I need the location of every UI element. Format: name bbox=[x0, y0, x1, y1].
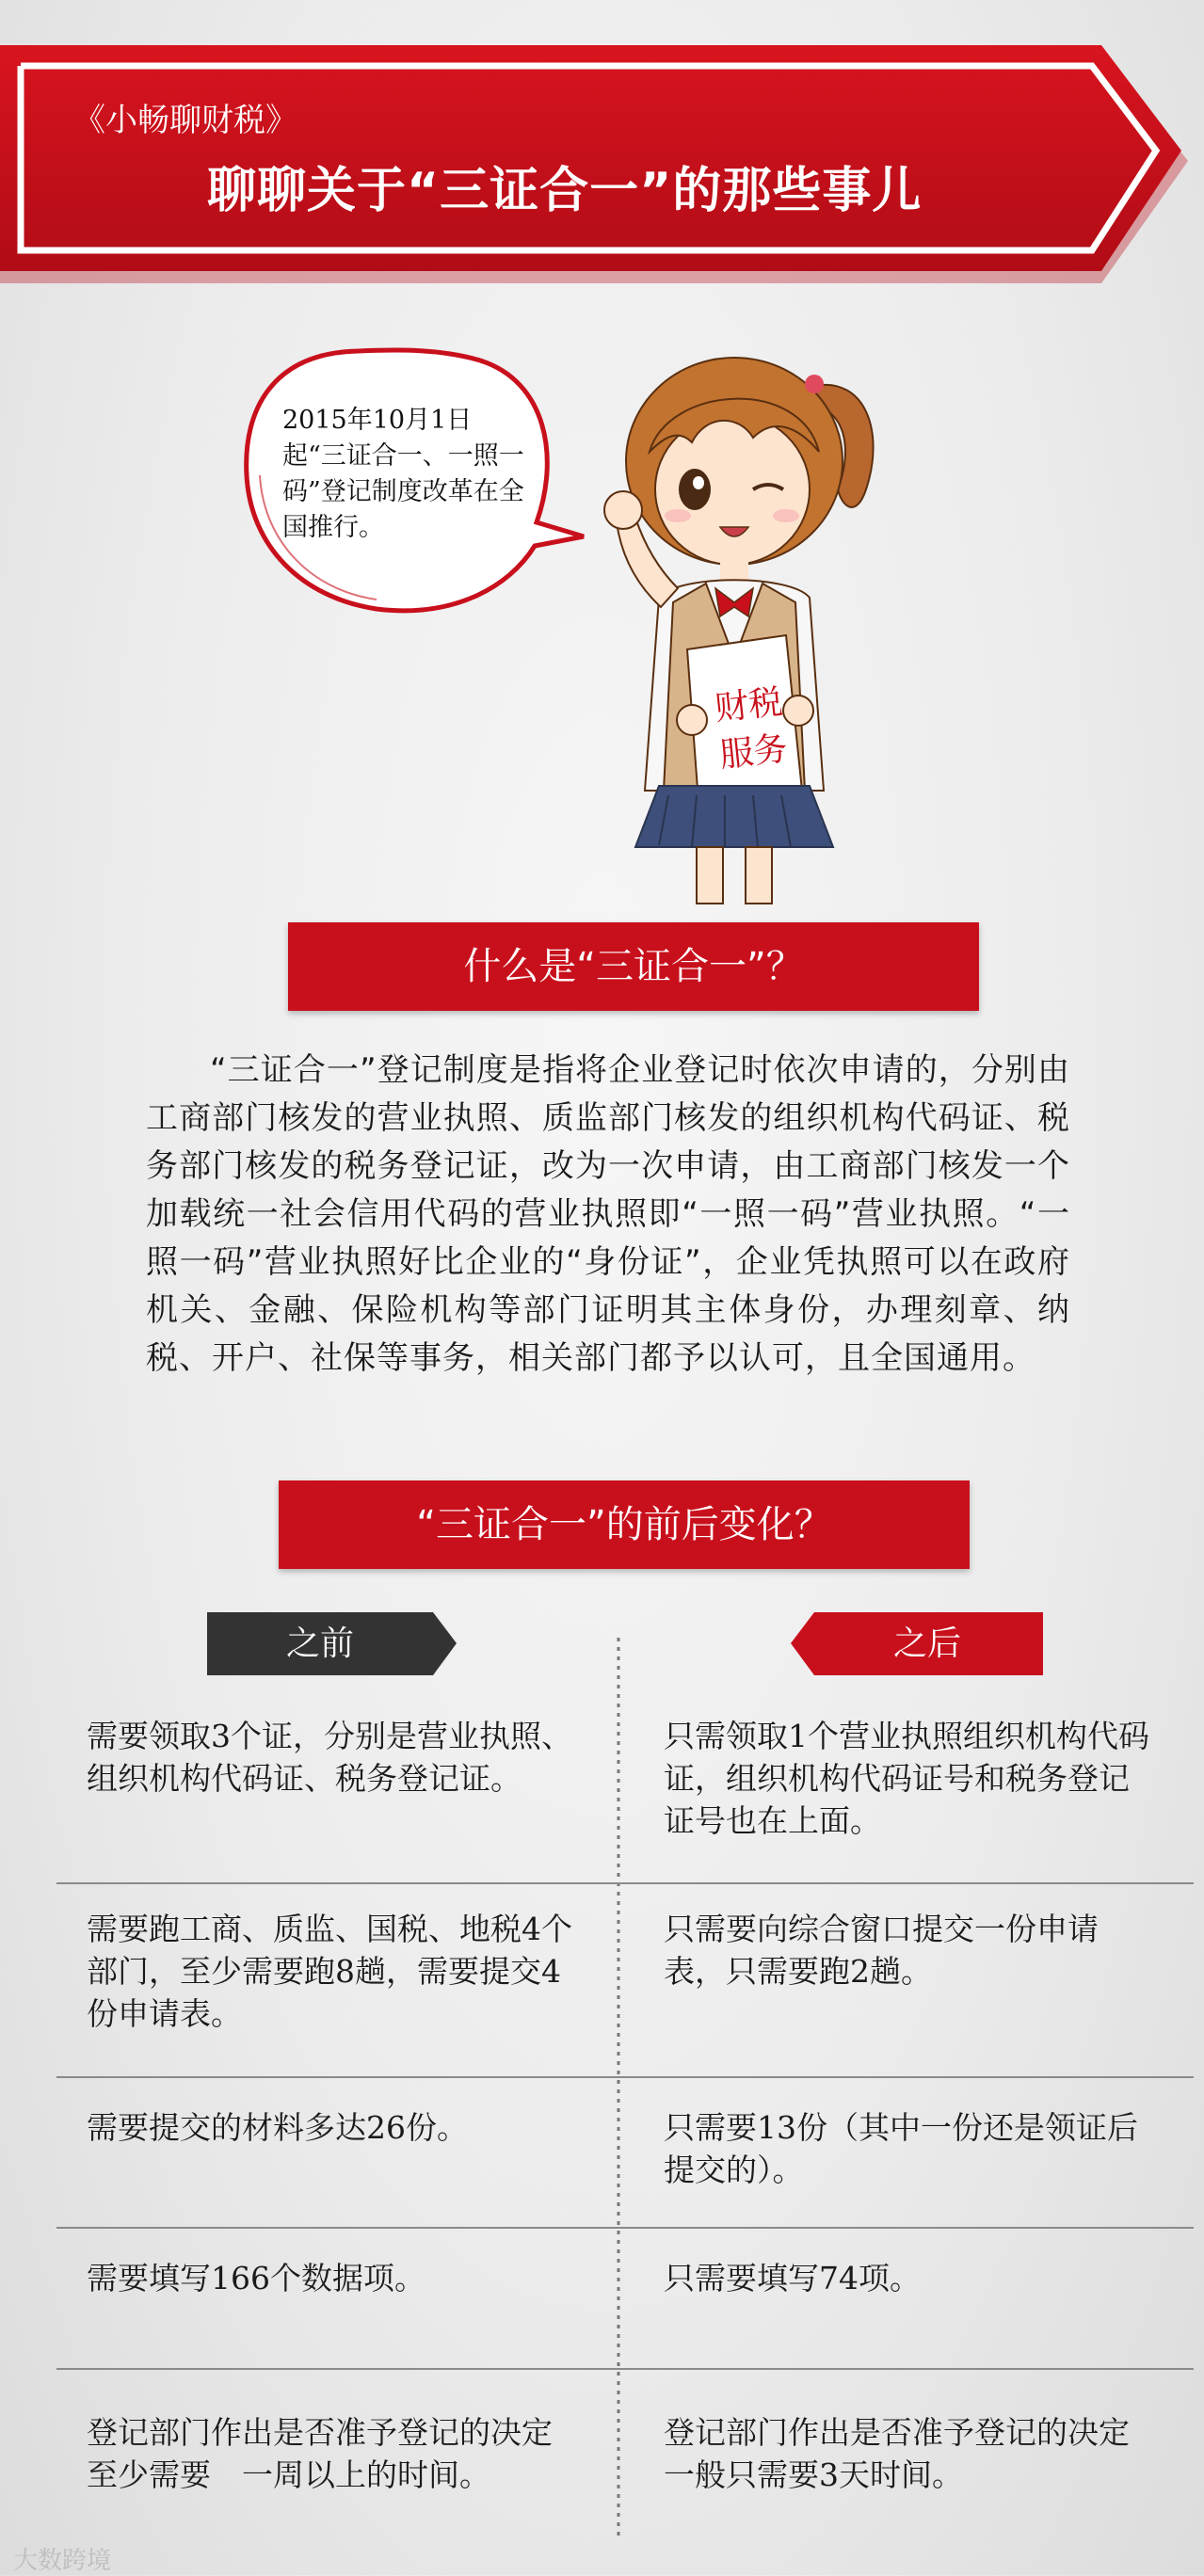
row-4-before: 需要填写166个数据项。 bbox=[87, 2260, 425, 2296]
column-divider bbox=[617, 1638, 620, 2536]
row-divider bbox=[56, 2076, 1194, 2078]
row-3-after: 只需要13份（其中一份还是领证后提交的）。 bbox=[664, 2109, 1138, 2188]
watermark: 大数跨境 bbox=[13, 2547, 112, 2575]
after-label: 之后 bbox=[892, 1624, 961, 1663]
sign-text: 财税服务 bbox=[713, 682, 790, 776]
row-divider bbox=[56, 1882, 1194, 1884]
bubble-text: 2015年10月1日起“三证合一、一照一码”登记制度改革在全国推行。 bbox=[282, 406, 524, 542]
series-title: 《小畅聊财税》 bbox=[73, 102, 297, 139]
row-2-after: 只需要向综合窗口提交一份申请表，只需要跑2趟。 bbox=[664, 1911, 1099, 1990]
section-title-changes: “三证合一”的前后变化？ bbox=[279, 1480, 970, 1569]
row-4-after: 只需要填写74项。 bbox=[664, 2260, 921, 2296]
cartoon-girl-illustration bbox=[584, 348, 894, 913]
row-divider bbox=[56, 2227, 1194, 2229]
row-1-before: 需要领取3个证，分别是营业执照、组织机构代码证、税务登记证。 bbox=[87, 1718, 572, 1797]
row-2-before: 需要跑工商、质监、国税、地税4个部门，至少需要跑8趟，需要提交4份申请表。 bbox=[87, 1911, 572, 2032]
description-paragraph: “三证合一”登记制度是指将企业登记时依次申请的，分别由工商部门核发的营业执照、质监部门核发的组织机构代码证、税务部门核发的税务登记证，改为一次申请，由工商部门核发一个加载统一社会信用代码的营业执照即“一照一码”营业执照。“一照一码”营业执照好比企业的“身份证”，企业凭执照可以在政府机关、金融、保险机构等部门证明其主体身份，办理刻章、纳税、开户、社保等事务，相关部门都予以认可，且全国通用。 bbox=[146, 1051, 1070, 1377]
before-label: 之前 bbox=[285, 1624, 354, 1663]
row-divider bbox=[56, 2368, 1194, 2370]
row-3-before: 需要提交的材料多达26份。 bbox=[87, 2109, 468, 2146]
page-title: 聊聊关于“三证合一”的那些事儿 bbox=[207, 163, 923, 219]
row-1-after: 只需领取1个营业执照组织机构代码证，组织机构代码证号和税务登记证号也在上面。 bbox=[664, 1718, 1149, 1839]
row-5-after: 登记部门作出是否准予登记的决定一般只需要3天时间。 bbox=[664, 2414, 1130, 2493]
section-title-what-is: 什么是“三证合一”？ bbox=[288, 922, 979, 1011]
row-5-before: 登记部门作出是否准予登记的决定至少需要 一周以上的时间。 bbox=[87, 2414, 553, 2493]
